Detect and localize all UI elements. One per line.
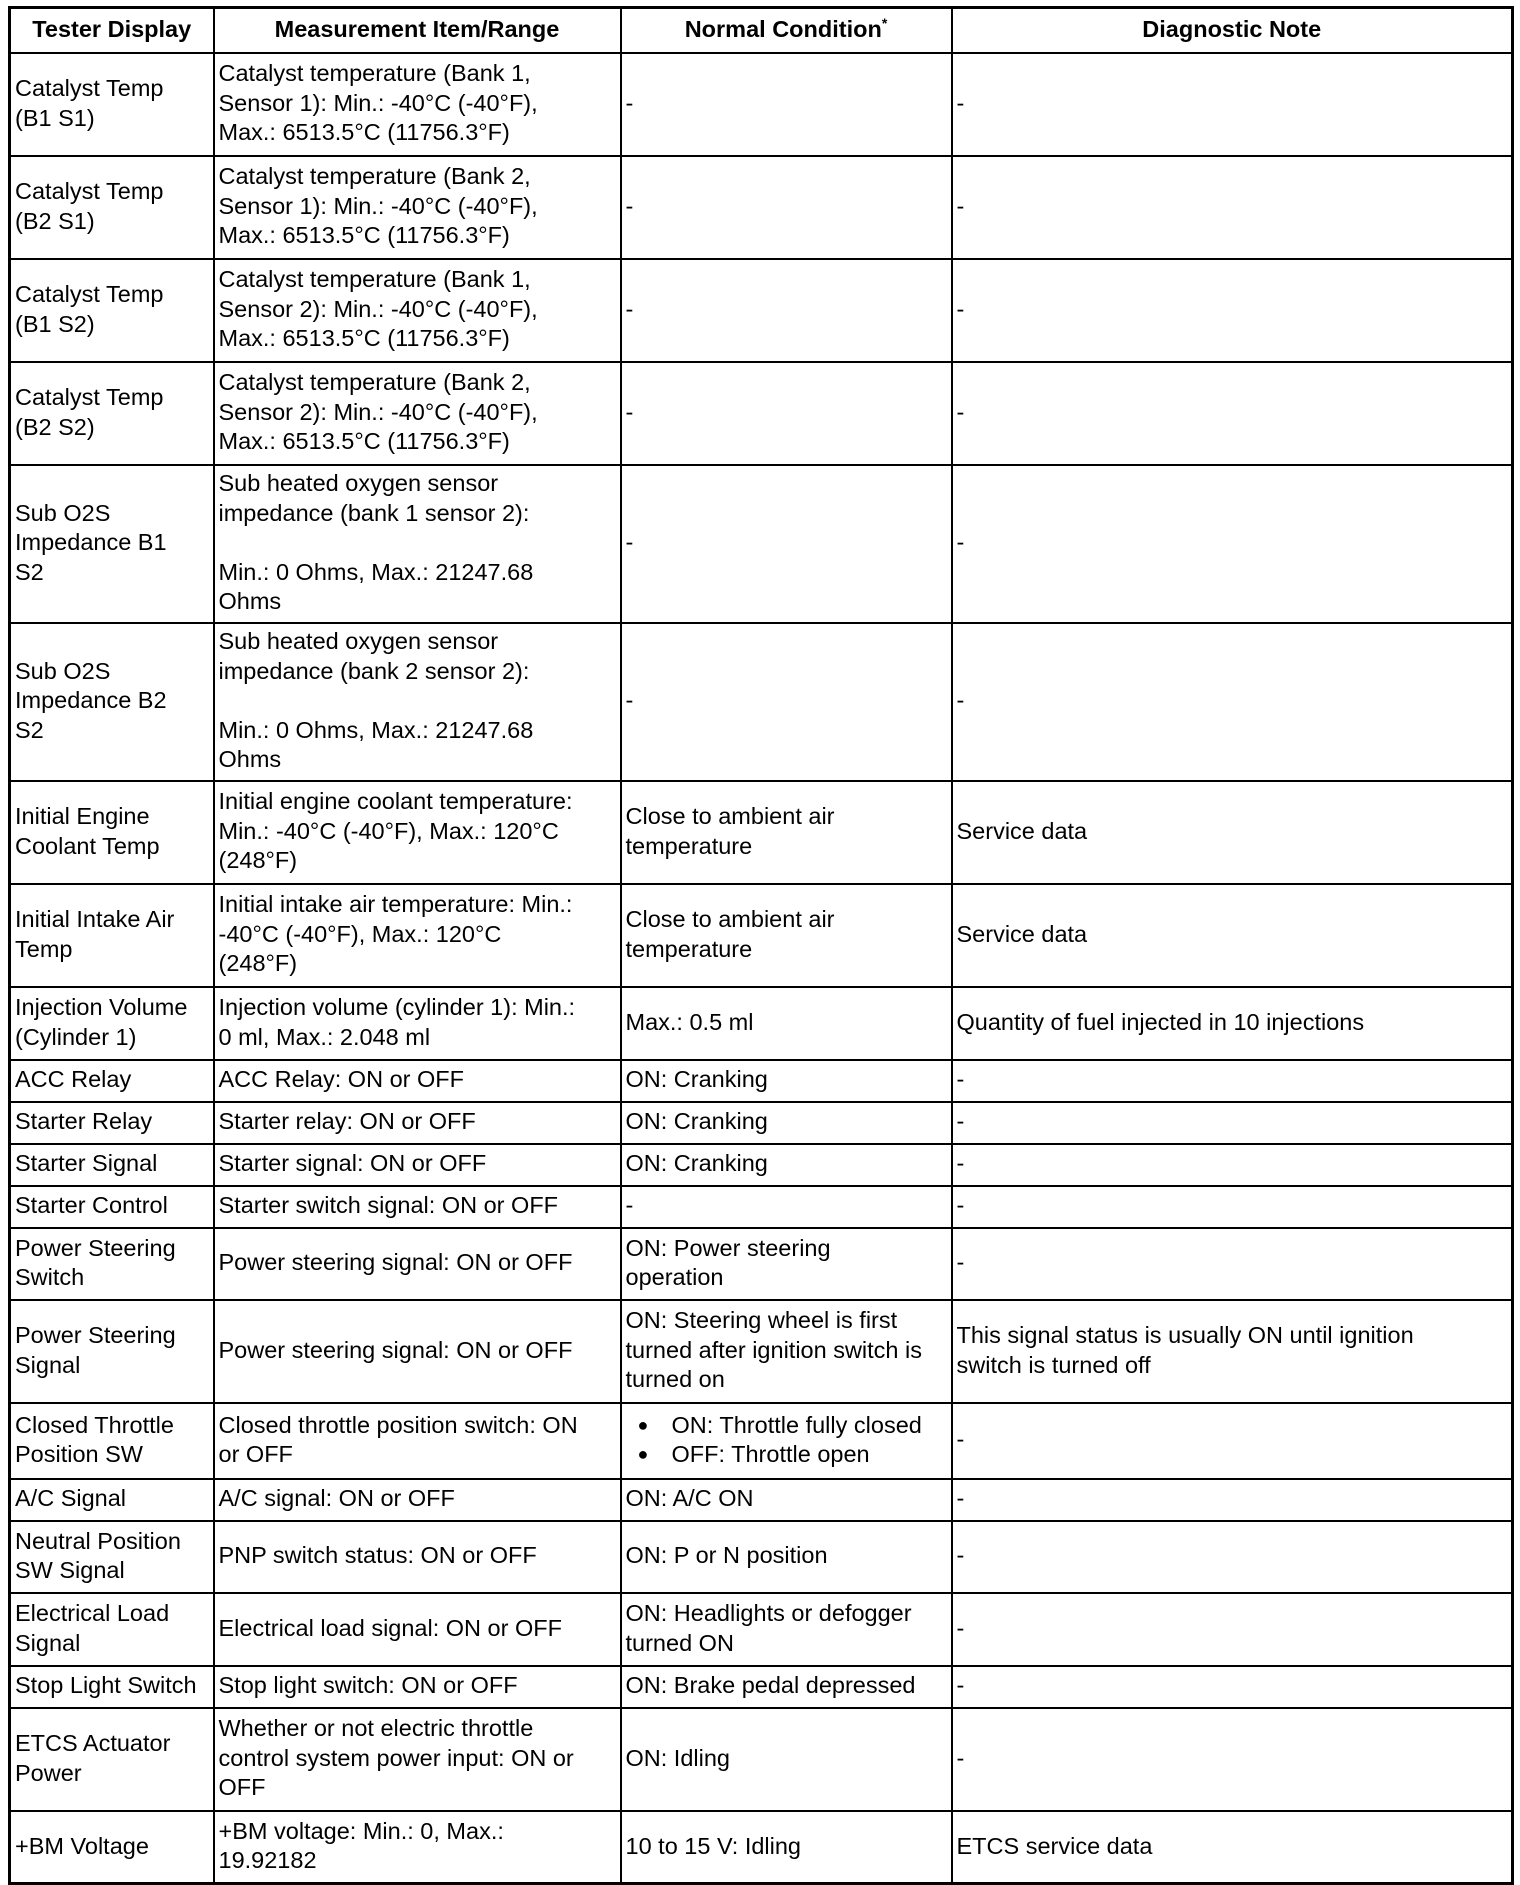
cell-diagnostic-note: Service data [952, 781, 1513, 884]
table-row [10, 1479, 1513, 1521]
cell-diagnostic-note: - [952, 1666, 1513, 1708]
cell-diagnostic-note: - [952, 1102, 1513, 1144]
table-row [10, 1060, 1513, 1102]
list-item: ● ON: Throttle fully closed [672, 1411, 947, 1441]
cell-tester-display: Injection Volume (Cylinder 1) [10, 987, 214, 1060]
cell-diagnostic-note: - [952, 1403, 1513, 1479]
table-row [10, 156, 1513, 259]
cell-tester-display: Initial Engine Coolant Temp [10, 781, 214, 884]
cell-measurement: Power steering signal: ON or OFF [214, 1228, 621, 1300]
table-row [10, 987, 1513, 1060]
cell-tester-display: Catalyst Temp (B1 S2) [10, 259, 214, 362]
cell-normal-condition: - [621, 259, 952, 362]
cell-measurement: Starter signal: ON or OFF [214, 1144, 621, 1186]
cell-normal-condition: Close to ambient air temperature [621, 884, 952, 987]
cell-normal-condition [621, 1403, 952, 1479]
table-row [10, 884, 1513, 987]
cell-tester-display: Initial Intake Air Temp [10, 884, 214, 987]
cell-diagnostic-note: - [952, 1479, 1513, 1521]
header-normal-condition-mark: * [881, 15, 888, 32]
header-row [10, 8, 1513, 53]
cell-normal-condition: ON: Steering wheel is first turned after ignition switch is turned on [621, 1300, 952, 1403]
table-row [10, 1102, 1513, 1144]
header-tester-display: Tester Display [10, 8, 214, 53]
cell-tester-display: Starter Relay [10, 1102, 214, 1144]
table-body [10, 53, 1513, 1884]
cell-measurement: Initial engine coolant temperature: Min.: -40°C (-40°F), Max.: 120°C (248°F) [214, 781, 621, 884]
table-row [10, 781, 1513, 884]
cell-tester-display: Catalyst Temp (B1 S1) [10, 53, 214, 156]
table-row [10, 362, 1513, 465]
header-diagnostic-note: Diagnostic Note [952, 8, 1513, 53]
cell-measurement: Power steering signal: ON or OFF [214, 1300, 621, 1403]
list-item: ● OFF: Throttle open [672, 1440, 947, 1470]
table-row [10, 1666, 1513, 1708]
cell-tester-display: Electrical Load Signal [10, 1593, 214, 1666]
cell-measurement: Starter relay: ON or OFF [214, 1102, 621, 1144]
cell-diagnostic-note: - [952, 1228, 1513, 1300]
table-row [10, 1593, 1513, 1666]
cell-normal-condition: - [621, 53, 952, 156]
table-row [10, 1811, 1513, 1884]
cell-measurement: Electrical load signal: ON or OFF [214, 1593, 621, 1666]
cell-diagnostic-note: - [952, 259, 1513, 362]
cell-measurement: Injection volume (cylinder 1): Min.: 0 ml, Max.: 2.048 ml [214, 987, 621, 1060]
cell-normal-condition: ON: Cranking [621, 1144, 952, 1186]
cell-diagnostic-note: - [952, 465, 1513, 623]
cell-tester-display: Starter Control [10, 1186, 214, 1228]
cell-tester-display: Neutral Position SW Signal [10, 1521, 214, 1593]
cell-tester-display: Stop Light Switch [10, 1666, 214, 1708]
header-normal-condition-label: Normal Condition [684, 16, 882, 42]
cell-normal-condition: ON: A/C ON [621, 1479, 952, 1521]
cell-normal-condition: 10 to 15 V: Idling [621, 1811, 952, 1884]
header-normal-condition [621, 8, 952, 53]
cell-measurement: Stop light switch: ON or OFF [214, 1666, 621, 1708]
cell-normal-condition: - [621, 623, 952, 781]
table-row [10, 1300, 1513, 1403]
cell-measurement: Catalyst temperature (Bank 1, Sensor 1): Min.: -40°C (-40°F), Max.: 6513.5°C (11756.3°F) [214, 53, 621, 156]
cell-normal-condition: - [621, 1186, 952, 1228]
cell-measurement: Whether or not electric throttle control system power input: ON or OFF [214, 1708, 621, 1811]
table-row [10, 1708, 1513, 1811]
cell-tester-display: Closed Throttle Position SW [10, 1403, 214, 1479]
cell-measurement: ACC Relay: ON or OFF [214, 1060, 621, 1102]
cell-measurement: Catalyst temperature (Bank 2, Sensor 1): Min.: -40°C (-40°F), Max.: 6513.5°C (11756.3°F) [214, 156, 621, 259]
cell-diagnostic-note: - [952, 1521, 1513, 1593]
cell-measurement: +BM voltage: Min.: 0, Max.: 19.92182 [214, 1811, 621, 1884]
table-row [10, 1403, 1513, 1479]
table-row [10, 465, 1513, 623]
data-list-table [8, 6, 1514, 1885]
cell-normal-condition: ON: Brake pedal depressed [621, 1666, 952, 1708]
cell-diagnostic-note: - [952, 362, 1513, 465]
cell-normal-condition: Max.: 0.5 ml [621, 987, 952, 1060]
cell-diagnostic-note: Service data [952, 884, 1513, 987]
cell-normal-condition: Close to ambient air temperature [621, 781, 952, 884]
table-row [10, 623, 1513, 781]
cell-normal-condition: ON: Cranking [621, 1060, 952, 1102]
cell-tester-display: Starter Signal [10, 1144, 214, 1186]
table-row [10, 53, 1513, 156]
cell-diagnostic-note: - [952, 1144, 1513, 1186]
cell-diagnostic-note: Quantity of fuel injected in 10 injections [952, 987, 1513, 1060]
cell-diagnostic-note: - [952, 1186, 1513, 1228]
table-row [10, 259, 1513, 362]
cell-tester-display: ETCS Actuator Power [10, 1708, 214, 1811]
cell-tester-display: +BM Voltage [10, 1811, 214, 1884]
cell-measurement: Catalyst temperature (Bank 2, Sensor 2): Min.: -40°C (-40°F), Max.: 6513.5°C (11756.3°F) [214, 362, 621, 465]
cell-measurement: Catalyst temperature (Bank 1, Sensor 2): Min.: -40°C (-40°F), Max.: 6513.5°C (11756.3°F) [214, 259, 621, 362]
table-row [10, 1228, 1513, 1300]
cell-tester-display: Catalyst Temp (B2 S2) [10, 362, 214, 465]
cell-diagnostic-note: - [952, 1060, 1513, 1102]
header-measurement-item: Measurement Item/Range [214, 8, 621, 53]
cell-tester-display: Power Steering Signal [10, 1300, 214, 1403]
cell-measurement: A/C signal: ON or OFF [214, 1479, 621, 1521]
cell-diagnostic-note: - [952, 53, 1513, 156]
cell-measurement: Starter switch signal: ON or OFF [214, 1186, 621, 1228]
cell-normal-condition: ON: Headlights or defogger turned ON [621, 1593, 952, 1666]
cell-diagnostic-note: ETCS service data [952, 1811, 1513, 1884]
cell-diagnostic-note: This signal status is usually ON until ignition switch is turned off [952, 1300, 1513, 1403]
cell-tester-display: Sub O2S Impedance B1 S2 [10, 465, 214, 623]
cell-normal-condition: ON: Cranking [621, 1102, 952, 1144]
cell-normal-condition: ON: Idling [621, 1708, 952, 1811]
normal-condition-list [626, 1411, 947, 1470]
cell-measurement: PNP switch status: ON or OFF [214, 1521, 621, 1593]
table-row [10, 1186, 1513, 1228]
cell-tester-display: A/C Signal [10, 1479, 214, 1521]
cell-normal-condition: - [621, 362, 952, 465]
cell-normal-condition: - [621, 156, 952, 259]
cell-diagnostic-note: - [952, 1708, 1513, 1811]
cell-normal-condition: ON: Power steering operation [621, 1228, 952, 1300]
cell-diagnostic-note: - [952, 1593, 1513, 1666]
cell-normal-condition: - [621, 465, 952, 623]
cell-diagnostic-note: - [952, 156, 1513, 259]
cell-tester-display: Sub O2S Impedance B2 S2 [10, 623, 214, 781]
cell-measurement: Sub heated oxygen sensor impedance (bank 1 sensor 2): Min.: 0 Ohms, Max.: 21247.68 Ohms [214, 465, 621, 623]
table-row [10, 1521, 1513, 1593]
cell-diagnostic-note: - [952, 623, 1513, 781]
cell-normal-condition: ON: P or N position [621, 1521, 952, 1593]
cell-tester-display: Power Steering Switch [10, 1228, 214, 1300]
cell-measurement: Sub heated oxygen sensor impedance (bank 2 sensor 2): Min.: 0 Ohms, Max.: 21247.68 Ohms [214, 623, 621, 781]
cell-measurement: Initial intake air temperature: Min.: -40°C (-40°F), Max.: 120°C (248°F) [214, 884, 621, 987]
cell-tester-display: Catalyst Temp (B2 S1) [10, 156, 214, 259]
cell-tester-display: ACC Relay [10, 1060, 214, 1102]
table-row [10, 1144, 1513, 1186]
cell-measurement: Closed throttle position switch: ON or OFF [214, 1403, 621, 1479]
